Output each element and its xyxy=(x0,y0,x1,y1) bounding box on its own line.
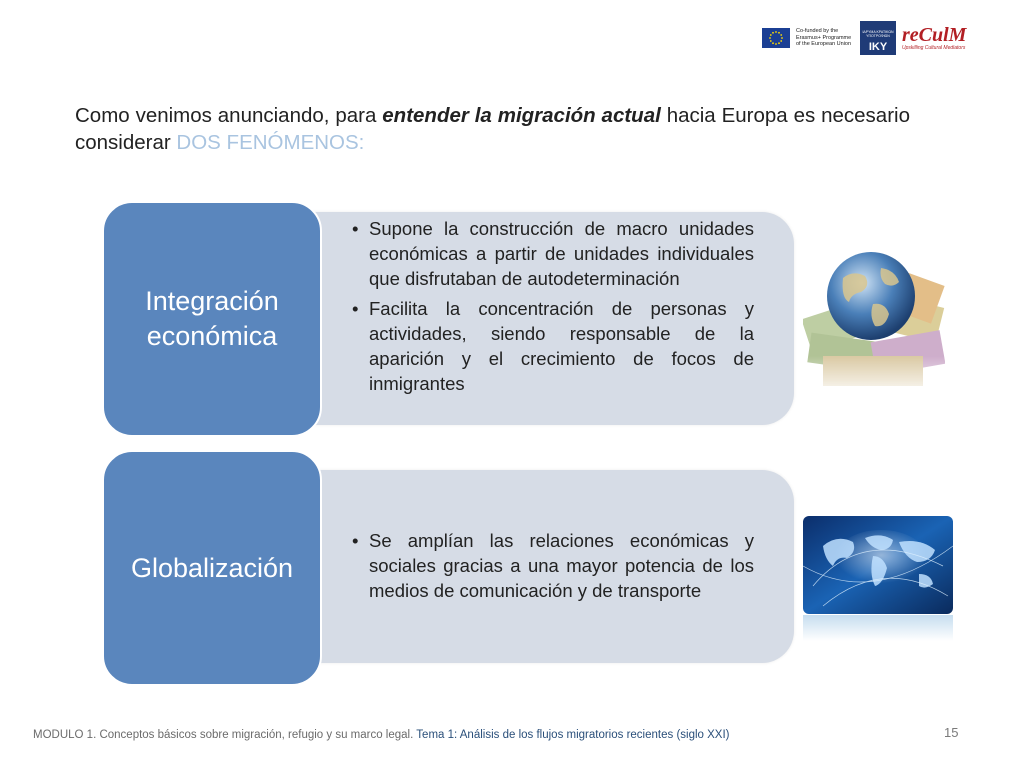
section-2-bullets xyxy=(352,528,754,608)
world-network-image xyxy=(803,516,953,614)
footer-text: MODULO 1. Conceptos básicos sobre migración, refugio y su marco legal. Tema 1: Análisis de los flujos migratorios recientes (siglo XXI) xyxy=(33,729,730,741)
intro-paragraph: Como venimos anunciando, para entender la migración actual hacia Europa es necesario considerar DOS FENÓMENOS: xyxy=(75,104,910,154)
recult-logo: reCulM Upskilling Cultural Mediators xyxy=(902,24,967,51)
intro-emphasis: entender la migración actual xyxy=(382,104,661,127)
partner-logos xyxy=(762,18,1000,58)
eu-cofunded-text: Co-funded by the Erasmus+ Programme of the European Union xyxy=(796,28,852,48)
footer-tema: Tema 1: Análisis de los flujos migratorios recientes (siglo XXI) xyxy=(416,729,730,741)
section-2-title: Globalización xyxy=(102,450,322,686)
globe-money-image xyxy=(803,238,945,398)
section-1-title: Integración económica xyxy=(102,201,322,437)
eu-flag-icon xyxy=(762,28,790,48)
iky-logo: ΙΔΡΥΜΑ ΚΡΑΤΙΚΩΝ ΥΠΟΤΡΟΦΙΩΝ IKY xyxy=(860,21,896,55)
intro-accent: DOS FENÓMENOS: xyxy=(176,131,365,154)
page-number: 15 xyxy=(944,725,959,740)
list-item: • Se amplían las relaciones económicas y sociales gracias a una mayor potencia de los medios de comunicación y de transporte xyxy=(352,530,754,601)
section-1-bullets xyxy=(352,216,754,401)
list-item: • Facilita la concentración de personas y actividades, siendo responsable de la aparición y el crecimiento de focos de inmigrantes xyxy=(352,298,754,394)
list-item: • Supone la construcción de macro unidades económicas a partir de unidades individuales que disfrutaban de autodeterminación xyxy=(352,218,754,289)
image-reflection xyxy=(803,615,953,641)
